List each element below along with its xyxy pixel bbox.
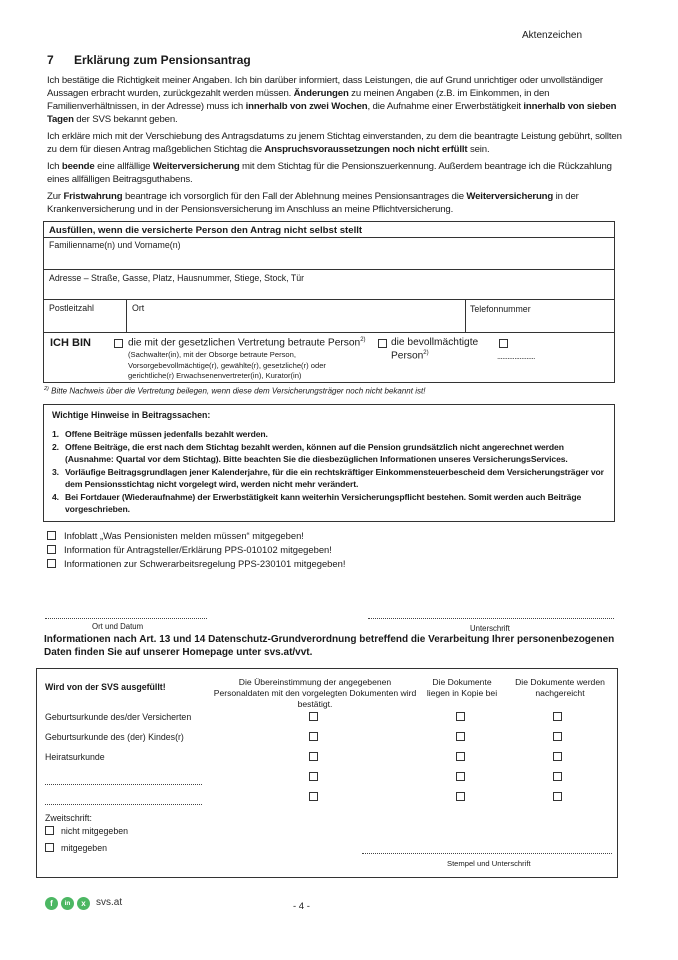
confirmed-checkbox[interactable] — [309, 772, 318, 781]
handout-checkbox-infoblatt[interactable] — [47, 531, 56, 540]
representative-box-title: Ausfüllen, wenn die versicherte Person den Antrag nicht selbst stellt — [49, 225, 363, 236]
divider — [465, 299, 466, 332]
column-header-copy: Die Dokumente liegen in Kopie bei — [426, 677, 498, 698]
hint-item — [52, 466, 612, 490]
confirmed-checkbox[interactable] — [309, 712, 318, 721]
address-field-label: Adresse – Straße, Gasse, Platz, Hausnummer, Stiege, Stock, Tür — [49, 273, 305, 283]
hint-text: Bei Fortdauer (Wiederaufnahme) der Erwerbstätigkeit kann weiterhin Versicherungspflicht bestehen. Somit werden auch Beiträge vorgeschrieben. — [65, 492, 582, 514]
hint-text: Vorläufige Beitragsgrundlagen jener Kalenderjahre, für die ein rechtskräftiger Einkommensteuerbescheid dem Versicherungsträger vor dem Pensionsstichtag nicht vorgelegt wird, werden nicht mehr verändert. — [65, 467, 604, 489]
divider — [126, 299, 127, 332]
confirmed-checkbox[interactable] — [309, 732, 318, 741]
paragraph-text: in der Krankenversicherung und in der Pensionsversicherung im Anschluss an meine Pflichtversicherung. — [47, 191, 579, 215]
legal-representative-note: (Sachwalter(in), mit der Obsorge betraute Person, Vorsorgebevollmächtige(r), gewählte(r), gesetzliche(r) oder gerichtliche(r) Erwachsenenvertreter(in), Kurator(in) — [128, 350, 326, 380]
paragraph-text: eine allfällige — [94, 161, 153, 172]
document-row-label: Geburtsurkunde des (der) Kindes(r) — [45, 732, 184, 742]
duplicate-label: Zweitschrift: — [45, 813, 92, 823]
handout-label-pps-010102: Information für Antragsteller/Erklärung PPS-010102 mitgegeben! — [64, 544, 332, 555]
facebook-icon[interactable]: f — [45, 897, 58, 910]
place-date-line[interactable] — [45, 618, 207, 619]
hint-number: 1. — [52, 429, 59, 439]
postcode-field[interactable] — [44, 313, 124, 331]
postcode-field-label: Postleitzahl — [49, 303, 94, 313]
copy-attached-checkbox[interactable] — [456, 752, 465, 761]
footnote-mark: 2) — [44, 386, 49, 392]
submitted-later-checkbox[interactable] — [553, 752, 562, 761]
authorized-person-label-line1: die bevollmächtigte — [391, 337, 479, 348]
legal-representative-option — [128, 337, 366, 348]
paragraph-text: Ich erkläre mich mit der Verschiebung des Antragsdatums zu jenem Stichtag einverstanden, zu dem die beantragte Leistung gebührt, sollten zu dem für diesen Antrag maßgeblichen Stichtag die — [47, 131, 622, 155]
column-header-later: Die Dokumente werden nachgereicht — [515, 677, 605, 698]
paragraph-confirmation — [47, 74, 625, 126]
xing-icon[interactable]: x — [77, 897, 90, 910]
legal-representative-checkbox[interactable] — [114, 339, 123, 348]
duplicate-not-given-checkbox[interactable] — [45, 826, 54, 835]
paragraph-text: sein. — [467, 144, 490, 155]
hint-number: 4. — [52, 492, 59, 502]
stamp-signature-line[interactable] — [362, 853, 612, 854]
footnote — [44, 386, 425, 396]
divider — [43, 299, 615, 300]
paragraph-date-shift — [47, 130, 625, 156]
footnote-text: Bitte Nachweis über die Vertretung beilegen, wenn diese dem Versicherungsträger noch nicht bekannt ist! — [51, 386, 426, 396]
website-link[interactable]: svs.at — [96, 897, 123, 908]
paragraph-text: beantrage ich vorsorglich für den Fall der Ablehnung meines Pensionsantrages die — [122, 191, 467, 202]
signature-label: Unterschrift — [470, 624, 510, 633]
copy-attached-checkbox[interactable] — [456, 712, 465, 721]
city-field-label: Ort — [132, 303, 145, 313]
duplicate-not-given-label: nicht mitgegeben — [61, 826, 128, 836]
divider — [43, 332, 615, 333]
emphasis-text: Weiterversicherung — [152, 161, 240, 172]
phone-field-label: Telefonnummer — [470, 304, 531, 314]
paragraph-text: Ich — [47, 161, 62, 172]
privacy-notice: Informationen nach Art. 13 und 14 Datenschutz-Grundverordnung betreffend die Verarbeitung Ihrer personenbezogenen Daten finden Sie auf unserer Homepage unter svs.at/vvt. — [44, 634, 615, 658]
emphasis-text: beende — [61, 161, 95, 172]
paragraph-text: , die Aufnahme einer Erwerbstätigkeit — [367, 101, 524, 112]
legal-representative-label: die mit der gesetzlichen Vertretung betraute Person — [128, 337, 361, 349]
confirmed-checkbox[interactable] — [309, 752, 318, 761]
section-title — [47, 53, 251, 67]
paragraph-text: Zur — [47, 191, 64, 202]
hint-item — [52, 491, 612, 515]
duplicate-given-checkbox[interactable] — [45, 843, 54, 852]
phone-field[interactable] — [467, 313, 613, 331]
other-checkbox[interactable] — [499, 339, 508, 348]
submitted-later-checkbox[interactable] — [553, 712, 562, 721]
emphasis-text: innerhalb von zwei Wochen — [245, 101, 368, 112]
hint-number: 3. — [52, 467, 59, 477]
authorized-person-label-line2: Person — [391, 350, 424, 362]
ich-bin-label: ICH BIN — [50, 337, 91, 349]
footnote-ref: 2) — [360, 337, 366, 343]
paragraph-deadline — [47, 190, 625, 216]
document-row-blank-input[interactable] — [45, 804, 202, 805]
linkedin-icon[interactable]: in — [61, 897, 74, 910]
document-row-label: Geburtsurkunde des/der Versicherten — [45, 712, 192, 722]
page-number: - 4 - — [293, 901, 310, 912]
submitted-later-checkbox[interactable] — [553, 792, 562, 801]
signature-line[interactable] — [368, 618, 614, 619]
paragraph-text: der SVS bekannt geben. — [73, 114, 178, 125]
section-title-text: Erklärung zum Pensionsantrag — [74, 53, 251, 67]
divider — [43, 269, 615, 270]
duplicate-given-label: mitgegeben — [61, 843, 107, 853]
address-field[interactable] — [44, 283, 614, 299]
city-field[interactable] — [128, 313, 463, 331]
handout-checkbox-pps-010102[interactable] — [47, 545, 56, 554]
paragraph-end-insurance — [47, 160, 625, 186]
file-reference-label: Aktenzeichen — [522, 30, 583, 41]
paragraph-text: zu meinen Angaben (z.B. im Einkommen, in den Familienverhältnissen, in der Adresse) muss ich — [47, 88, 550, 112]
hint-text: Offene Beiträge müssen jedenfalls bezahlt werden. — [65, 429, 268, 439]
hint-item — [52, 428, 612, 440]
hint-item — [52, 441, 612, 465]
copy-attached-checkbox[interactable] — [456, 792, 465, 801]
submitted-later-checkbox[interactable] — [553, 732, 562, 741]
emphasis-text: Weiterversicherung — [466, 191, 554, 202]
copy-attached-checkbox[interactable] — [456, 772, 465, 781]
handout-label-infoblatt: Infoblatt „Was Pensionisten melden müssen“ mitgegeben! — [64, 530, 304, 541]
name-field[interactable] — [44, 250, 614, 269]
other-input[interactable]: ...................... — [497, 352, 535, 361]
divider — [43, 237, 615, 238]
stamp-signature-label: Stempel und Unterschrift — [447, 859, 531, 868]
document-row-label: Heiratsurkunde — [45, 752, 105, 762]
document-row-blank-input[interactable] — [45, 784, 202, 785]
emphasis-text: Fristwahrung — [63, 191, 123, 202]
footnote-ref: 2) — [423, 350, 429, 356]
submitted-later-checkbox[interactable] — [553, 772, 562, 781]
authorized-person-option — [391, 337, 478, 361]
paragraph-text: mit dem Stichtag für die Pensionszuerkennung. Außerdem beantrage ich die Rückzahlung eines allfälligen Beitragsguthabens. — [47, 161, 612, 185]
paragraph-text: Ich bestätige die Richtigkeit meiner Angaben. Ich bin darüber informiert, dass Leistungen, die auf Grund unrichtiger oder unvollständiger Aussagen erbracht wurden, zurückgezahlt werden müssen. — [47, 75, 603, 99]
section-number: 7 — [47, 53, 54, 67]
svs-table-title: Wird von der SVS ausgefüllt! — [45, 682, 166, 692]
place-date-label: Ort und Datum — [92, 622, 144, 631]
hint-text: Offene Beiträge, die erst nach dem Stichtag bezahlt werden, können auf die Pension grundsätzlich nicht angerechnet werden (Ausnahme: Quartal vor dem Stichtag). Bitte beachten Sie die diesbezüglichen Informationen unseres VersicherungsServices. — [65, 442, 568, 464]
emphasis-text: Anspruchsvoraussetzungen noch nicht erfüllt — [264, 144, 468, 155]
hint-number: 2. — [52, 442, 59, 452]
authorized-person-checkbox[interactable] — [378, 339, 387, 348]
emphasis-text: Änderungen — [293, 88, 349, 99]
column-header-confirmed: Die Übereinstimmung der angegebenen Personaldaten mit den vorgelegten Dokumenten wird bestätigt. — [213, 677, 417, 709]
handout-label-pps-230101: Informationen zur Schwerarbeitsregelung PPS-230101 mitgegeben! — [64, 558, 346, 569]
name-field-label: Familienname(n) und Vorname(n) — [49, 240, 181, 250]
copy-attached-checkbox[interactable] — [456, 732, 465, 741]
handout-checkbox-pps-230101[interactable] — [47, 559, 56, 568]
confirmed-checkbox[interactable] — [309, 792, 318, 801]
hints-title: Wichtige Hinweise in Beitragssachen: — [52, 410, 211, 420]
emphasis-text: innerhalb von sieben Tagen — [47, 101, 617, 125]
